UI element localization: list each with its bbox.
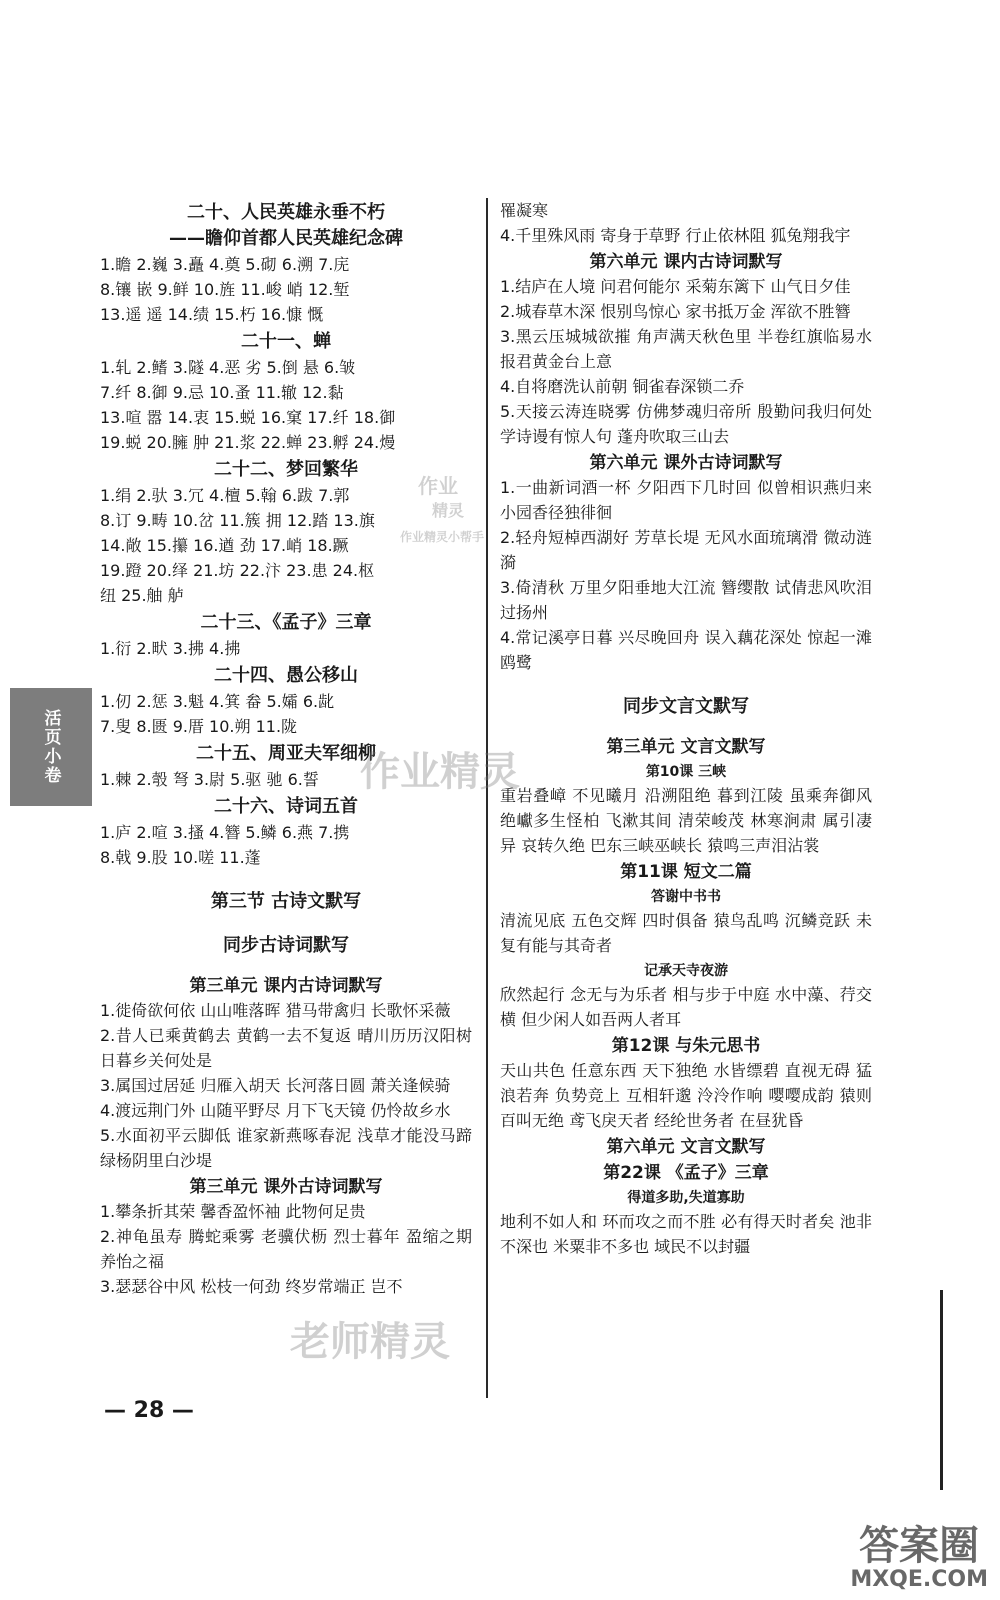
text-line: 4.渡远荆门外 山随平野尽 月下飞天镜 仍怜故乡水 xyxy=(100,1101,451,1120)
section-heading: 二十二、梦回繁华 xyxy=(214,459,358,480)
watermark-stamp-tag: 作业精灵小帮手 xyxy=(400,530,485,544)
corner-watermark-top: 答案圈 xyxy=(859,1523,980,1569)
unit-heading: 第六单元 课外古诗词默写 xyxy=(589,453,783,473)
text-line: 欣然起行 念无与为乐者 相与步于中庭 水中藻、荇交横 但少闲人如吾两人者耳 xyxy=(500,985,872,1029)
section-heading: 二十五、周亚夫军细柳 xyxy=(196,743,376,764)
text-line: 1.庐 2.喧 3.搔 4.簪 5.鳞 6.燕 7.携 xyxy=(100,823,350,842)
corner-watermark-bottom: MXQE.COM xyxy=(850,1567,988,1592)
text-line: 1.衍 2.畎 3.拂 4.拂 xyxy=(100,639,241,658)
corner-watermark xyxy=(850,1524,988,1592)
side-tab xyxy=(10,688,92,806)
text-line: 清流见底 五色交辉 四时俱备 猿鸟乱鸣 沉鳞竞跃 未复有能与其奇者 xyxy=(500,911,872,955)
section-heading: 二十一、蝉 xyxy=(241,331,331,352)
sub-heading: 第10课 三峡 xyxy=(645,764,727,780)
unit-heading: 第11课 短文二篇 xyxy=(620,862,752,882)
text-line: 罹凝寒 xyxy=(500,201,549,220)
text-line: 2.城春草木深 恨别鸟惊心 家书抵万金 浑欲不胜簪 xyxy=(500,302,851,321)
sub-heading: 记承天寺夜游 xyxy=(644,963,728,979)
text-line: 8.镶 嵌 9.鲜 10.旌 11.峻 峭 12.堑 xyxy=(100,280,350,299)
text-line: 纽 25.舳 舻 xyxy=(100,586,184,605)
text-line: 13.喧 嚣 14.衷 15.蜕 16.窠 17.纤 18.御 xyxy=(100,408,396,427)
text-line: 3.倚清秋 万里夕阳垂地大江流 簪缨散 试倩悲风吹泪过扬州 xyxy=(500,578,872,622)
text-line: 1.攀条折其荣 馨香盈怀袖 此物何足贵 xyxy=(100,1202,366,1221)
text-line: 2.神龟虽寿 腾蛇乘雾 老骥伏枥 烈士暮年 盈缩之期 养怡之福 xyxy=(100,1227,472,1271)
right-column xyxy=(500,198,872,1259)
text-line: 3.瑟瑟谷中风 松枝一何劲 终岁常端正 岂不 xyxy=(100,1277,403,1296)
column-divider xyxy=(486,198,488,1398)
major-heading: 同步文言文默写 xyxy=(623,696,749,717)
watermark-stamp-sub: 精灵 xyxy=(432,501,465,520)
text-line: 重岩叠嶂 不见曦月 沿溯阻绝 暮到江陵 虽乘奔御风 绝巘多生怪柏 飞漱其间 清荣峻茂 林寒涧肃 属引凄异 哀转久绝 巴东三峡巫峡长 猿鸣三声泪沾裳 xyxy=(500,786,872,855)
text-line: 1.仞 2.惩 3.魁 4.箕 畚 5.孀 6.龀 xyxy=(100,692,335,711)
unit-heading: 第六单元 课内古诗词默写 xyxy=(589,252,783,272)
text-line: 1.轧 2.鳍 3.隧 4.恶 劣 5.倒 悬 6.皱 xyxy=(100,358,356,377)
unit-heading: 第三单元 课内古诗词默写 xyxy=(189,976,383,996)
unit-heading: 第六单元 文言文默写 xyxy=(606,1137,766,1157)
unit-heading: 第22课 《孟子》三章 xyxy=(603,1163,769,1183)
watermark-mid: 作业精灵 xyxy=(360,749,520,795)
text-line: 4.常记溪亭日暮 兴尽晚回舟 误入藕花深处 惊起一滩鸥鹭 xyxy=(500,628,872,672)
text-line: 1.棘 2.彀 弩 3.尉 5.驱 驰 6.誓 xyxy=(100,770,319,789)
major-heading: 同步古诗词默写 xyxy=(223,935,349,956)
text-line: 3.属国过居延 归雁入胡天 长河落日圆 萧关逢候骑 xyxy=(100,1076,451,1095)
section-heading: 二十四、愚公移山 xyxy=(214,665,358,686)
text-line: 5.天接云涛连晓雾 仿佛梦魂归帝所 殷勤问我归何处 学诗谩有惊人句 蓬舟吹取三山去 xyxy=(500,402,872,446)
major-heading: 第三节 古诗文默写 xyxy=(210,891,362,912)
text-line: 1.一曲新词酒一杯 夕阳西下几时回 似曾相识燕归来 小园香径独徘徊 xyxy=(500,478,872,522)
text-line: 19.蹬 20.绎 21.坊 22.汴 23.患 24.枢 xyxy=(100,561,375,580)
text-line: 5.水面初平云脚低 谁家新燕啄春泥 浅草才能没马蹄 绿杨阴里白沙堤 xyxy=(100,1126,472,1170)
unit-heading: 第三单元 课外古诗词默写 xyxy=(189,1177,383,1197)
section-heading: ——瞻仰首都人民英雄纪念碑 xyxy=(169,228,403,249)
text-line: 1.结庐在人境 问君何能尔 采菊东篱下 山气日夕佳 xyxy=(500,277,851,296)
section-heading: 二十六、诗词五首 xyxy=(214,796,358,817)
sub-heading: 得道多助,失道寡助 xyxy=(627,1190,745,1206)
text-line: 地利不如人和 环而攻之而不胜 必有得天时者矣 池非不深也 米粟非不多也 域民不以封疆 xyxy=(500,1212,872,1256)
text-line: 4.自将磨洗认前朝 铜雀春深锁二乔 xyxy=(500,377,745,396)
text-line: 7.叟 8.匮 9.厝 10.朔 11.陇 xyxy=(100,717,298,736)
text-line: 8.戟 9.股 10.嗟 11.蓬 xyxy=(100,848,261,867)
text-line: 4.千里殊风雨 寄身于草野 行止依林阻 狐兔翔我宇 xyxy=(500,226,851,245)
text-line: 19.蜕 20.臃 肿 21.浆 22.蝉 23.孵 24.熳 xyxy=(100,433,396,452)
unit-heading: 第12课 与朱元思书 xyxy=(611,1036,761,1056)
text-line: 2.轻舟短棹西湖好 芳草长堤 无风水面琉璃滑 微动涟漪 xyxy=(500,528,872,572)
section-heading: 二十三、《孟子》三章 xyxy=(200,612,372,633)
page-number: — 28 — xyxy=(104,1398,194,1423)
side-tab-label: 活页小卷 xyxy=(40,709,61,785)
edge-line xyxy=(940,1290,943,1490)
text-line: 1.瞻 2.巍 3.矗 4.奠 5.砌 6.溯 7.庑 xyxy=(100,255,350,274)
text-line: 1.徙倚欲何依 山山唯落晖 猎马带禽归 长歌怀采薇 xyxy=(100,1001,451,1020)
text-line: 3.黑云压城城欲摧 角声满天秋色里 半卷红旗临易水 报君黄金台上意 xyxy=(500,327,872,371)
watermark-stamp-title: 作业 xyxy=(418,474,458,498)
text-line: 天山共色 任意东西 天下独绝 水皆缥碧 直视无碍 猛浪若奔 负势竞上 互相轩邈 泠泠作响 嘤嘤成韵 猿则百叫无绝 鸢飞戾天者 经纶世务者 在昼犹昏 xyxy=(500,1061,872,1130)
text-line: 2.昔人已乘黄鹤去 黄鹤一去不复返 晴川历历汉阳树 日暮乡关何处是 xyxy=(100,1026,472,1070)
text-line: 14.敞 15.攥 16.遒 劲 17.峭 18.蹶 xyxy=(100,536,349,555)
unit-heading: 第三单元 文言文默写 xyxy=(606,737,766,757)
watermark-low: 老师精灵 xyxy=(290,1319,450,1365)
text-line: 13.遥 遥 14.绩 15.朽 16.慷 慨 xyxy=(100,305,324,324)
text-line: 1.绢 2.驮 3.冗 4.檀 5.翰 6.跋 7.郭 xyxy=(100,486,350,505)
text-line: 7.纤 8.御 9.忌 10.蚤 11.辙 12.黏 xyxy=(100,383,344,402)
text-line: 8.订 9.畴 10.岔 11.簇 拥 12.踏 13.旗 xyxy=(100,511,375,530)
section-heading: 二十、人民英雄永垂不朽 xyxy=(187,202,385,223)
sub-heading: 答谢中书书 xyxy=(651,889,721,905)
